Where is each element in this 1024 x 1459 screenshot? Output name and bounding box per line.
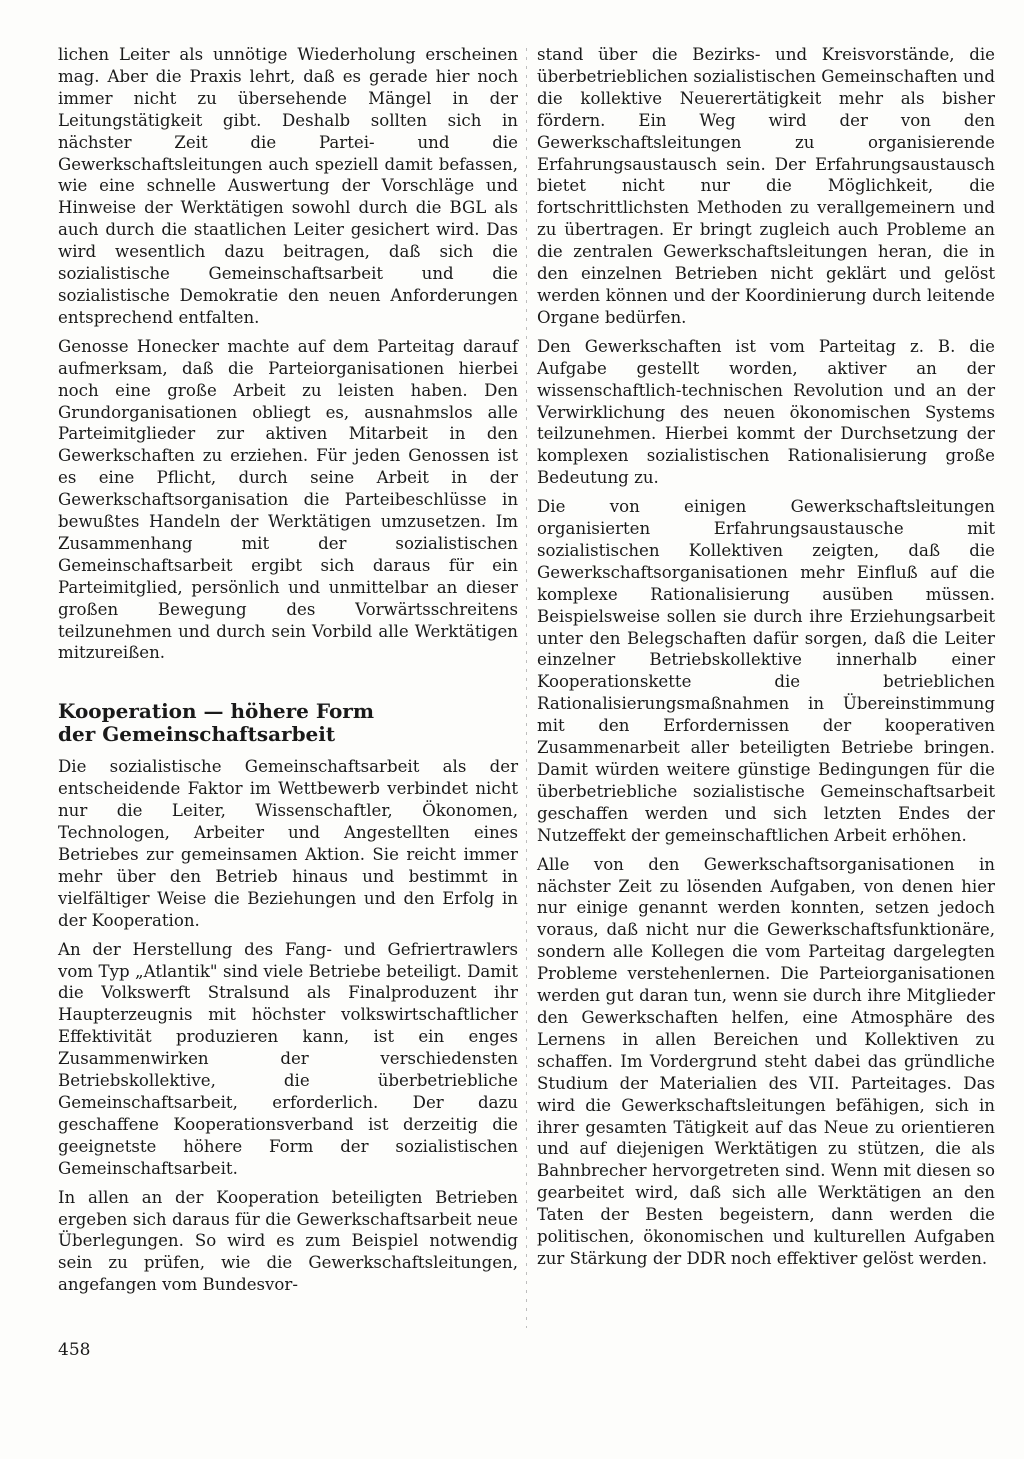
column-divider xyxy=(526,48,527,1328)
section-heading xyxy=(58,700,518,746)
paragraph: Die sozialistische Gemeinschaftsarbeit als der entscheidende Faktor im Wettbewerb verbindet nicht nur die Leiter, Wissenschaftler, Ökonomen, Technologen, Arbeiter und Angestellten eines Betriebes zur gemeinsamen Aktion. Sie reicht immer mehr über den Betrieb hinaus und bestimmt in vielfältiger Weise die Beziehungen und den Erfolg in der Kooperation. xyxy=(58,757,518,930)
paragraph: In allen an der Kooperation beteiligten Betrieben ergeben sich daraus für die Gewerkschaftsarbeit neue Überlegungen. So wird es zum Beispiel notwendig sein zu prüfen, wie die Gewerkschaftsleitungen, angefangen vom Bundesvor- xyxy=(58,1187,518,1295)
paragraph: Den Gewerkschaften ist vom Parteitag z. B. die Aufgabe gestellt worden, aktiver an der wissenschaftlich-technischen Revolution und an der Verwirklichung des neuen ökonomischen Systems teilzunehmen. Hierbei kommt der Durchsetzung der komplexen sozialistischen Rationalisierung große Bedeutung zu. xyxy=(537,336,995,488)
page-number: 458 xyxy=(58,1340,91,1360)
paragraph: Alle von den Gewerkschaftsorganisationen in nächster Zeit zu lösenden Aufgaben, von denen hier nur einige genannt werden konnten, setzen jedoch voraus, daß nicht nur die Gewerkschaftsfunktionäre, sondern alle Kollegen die vom Parteitag dargelegten Probleme verstehenlernen. Die Parteiorganisationen werden gut daran tun, wenn sie durch ihre Mitglieder den Gewerkschaften helfen, eine Atmosphäre des Lernens in allen Bereichen und Kollektiven zu schaffen. Im Vordergrund steht dabei das gründliche Studium der Materialien des VII. Parteitages. Das wird die Gewerkschaftsleitungen befähigen, sich in ihrer gesamten Tätigkeit auf das Neue zu orientieren und auf diejenigen Werktätigen zu stützen, die als Bahnbrecher hervorgetreten sind. Wenn mit diesen so gearbeitet wird, daß sich alle Werktätigen an den Taten der Besten begeistern, dann werden die politischen, ökonomischen und kulturellen Aufgaben zur Stärkung der DDR noch effektiver gelöst werden. xyxy=(537,854,995,1268)
paragraph: An der Herstellung des Fang- und Gefriertrawlers vom Typ „Atlantik" sind viele Betriebe beteiligt. Damit die Volkswerft Stralsund als Finalproduzent ihr Haupterzeugnis mit höchster volkswirtschaftlicher Effektivität produzieren kann, ist ein enges Zusammenwirken der verschiedensten Betriebskollektive, die überbetriebliche Gemeinschaftsarbeit, erforderlich. Der dazu geschaffene Kooperationsverband ist derzeitig die geeignetste höhere Form der sozialistischen Gemeinschaftsarbeit. xyxy=(58,939,518,1178)
right-column xyxy=(537,44,995,1277)
section-heading-line: Kooperation — höhere Form xyxy=(58,699,374,724)
left-column xyxy=(58,44,518,1303)
paragraph: Genosse Honecker machte auf dem Parteitag darauf aufmerksam, daß die Parteiorganisationen hierbei noch eine große Arbeit zu leisten haben. Den Grundorganisationen obliegt es, ausnahmslos alle Parteimitglieder zur aktiven Mitarbeit in den Gewerkschaften zu erziehen. Für jeden Genossen ist es eine Pflicht, durch seine Arbeit in der Gewerkschaftsorganisation die Parteibeschlüsse in bewußtes Handeln der Werktätigen umzusetzen. Im Zusammenhang mit der sozialistischen Gemeinschaftsarbeit ergibt sich daraus für ein Parteimitglied, persönlich und unmittelbar an dieser großen Bewegung des Vorwärtsschreitens teilzunehmen und durch sein Vorbild alle Werktätigen mitzureißen. xyxy=(58,336,518,663)
section-heading-line: der Gemeinschaftsarbeit xyxy=(58,722,336,747)
paragraph: stand über die Bezirks- und Kreisvorstände, die überbetrieblichen sozialistischen Gemeinschaften und die kollektive Neuerertätigkeit mehr als bisher fördern. Ein Weg wird der von den Gewerkschaftsleitungen zu organisierende Erfahrungsaustausch sein. Der Erfahrungsaustausch bietet nicht nur die Möglichkeit, die fortschrittlichsten Methoden zu verallgemeinern und zu übertragen. Er bringt zugleich auch Probleme an die zentralen Gewerkschaftsleitungen heran, die in den einzelnen Betrieben nicht geklärt und gelöst werden können und der Koordinierung durch leitende Organe bedürfen. xyxy=(537,45,995,327)
paragraph: lichen Leiter als unnötige Wiederholung erscheinen mag. Aber die Praxis lehrt, daß es gerade hier noch immer nicht zu übersehende Mängel in der Leitungstätigkeit gibt. Deshalb sollten sich in nächster Zeit die Partei- und die Gewerkschaftsleitungen auch speziell damit befassen, wie eine schnelle Auswertung der Vorschläge und Hinweise der Werktätigen sowohl durch die BGL als auch durch die staatlichen Leiter gesichert wird. Das wird wesentlich dazu beitragen, daß sich die sozialistische Gemeinschaftsarbeit und die sozialistische Demokratie den neuen Anforderungen entsprechend entfalten. xyxy=(58,45,518,327)
paragraph: Die von einigen Gewerkschaftsleitungen organisierten Erfahrungsaustausche mit sozialistischen Kollektiven zeigten, daß die Gewerkschaftsorganisationen mehr Einfluß auf die komplexe Rationalisierung ausüben müssen. Beispielsweise sollen sie durch ihre Erziehungsarbeit unter den Belegschaften dafür sorgen, daß die Leiter einzelner Betriebskollektive innerhalb einer Kooperationskette die betrieblichen Rationalisierungsmaßnahmen in Übereinstimmung mit den Erfordernissen der kooperativen Zusammenarbeit aller beteiligten Betriebe bringen. Damit würden weitere günstige Bedingungen für die überbetriebliche sozialistische Gemeinschaftsarbeit geschaffen werden und sich letzten Endes der Nutzeffekt der gemeinschaftlichen Arbeit erhöhen. xyxy=(537,497,995,845)
